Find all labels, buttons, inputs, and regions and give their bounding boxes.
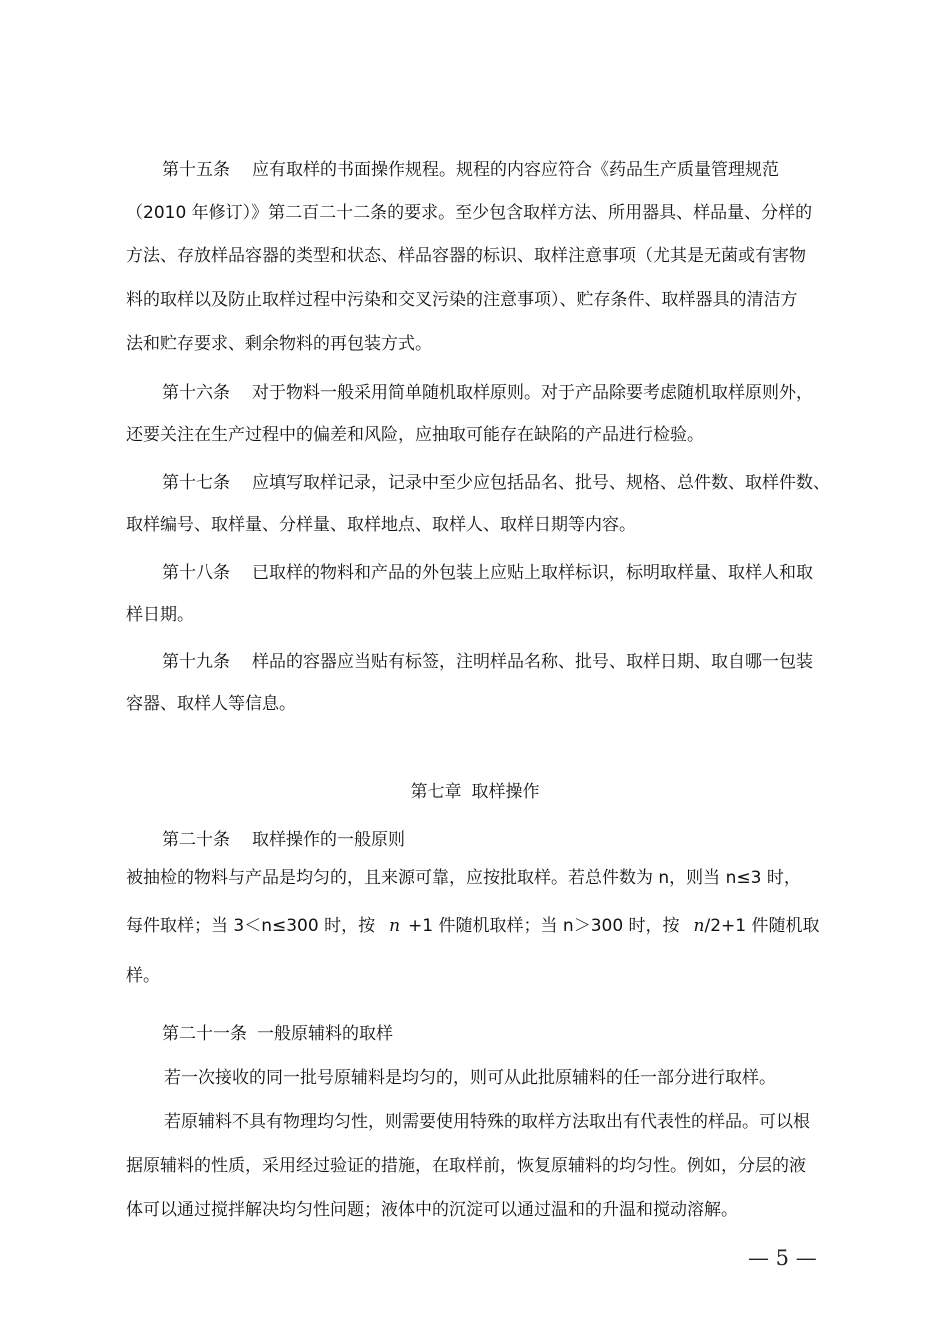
article-19-line-2: 容器、取样人等信息。 bbox=[126, 694, 296, 714]
article-20-line-3: 样。 bbox=[126, 966, 160, 986]
article-21-heading bbox=[162, 1022, 826, 1046]
article-20-title: 取样操作的一般原则 bbox=[252, 830, 405, 850]
article-17-line-2: 取样编号、取样量、分样量、取样地点、取样人、取样日期等内容。 bbox=[126, 515, 636, 535]
article-21-label: 第二十一条 bbox=[162, 1024, 247, 1044]
sqrt-n-math-2: n bbox=[693, 916, 705, 936]
article-19-label: 第十九条 bbox=[162, 652, 230, 672]
article-15-line-1: 第十五条 应有取样的书面操作规程。规程的内容应符合《药品生产质量管理规范 bbox=[162, 160, 779, 180]
page-number: — 5 — bbox=[748, 1246, 817, 1270]
article-16-line-1: 第十六条 对于物料一般采用简单随机取样原则。对于产品除要考虑随机取样原则外， bbox=[162, 383, 813, 403]
chapter-title: 取样操作 bbox=[471, 782, 540, 802]
article-15-line-2: （2010 年修订）》第二百二十二条的要求。至少包含取样方法、所用器具、样品量、分样的 bbox=[126, 203, 813, 223]
article-17-line-1: 第十七条 应填写取样记录，记录中至少应包括品名、批号、规格、总件数、取样件数、 bbox=[162, 473, 830, 493]
article-21-para-2-line-2: 据原辅料的性质，采用经过验证的措施，在取样前，恢复原辅料的均匀性。例如，分层的液 bbox=[126, 1156, 806, 1176]
article-15-line-5: 法和贮存要求、剩余物料的再包装方式。 bbox=[126, 334, 432, 354]
article-21-para-2-line-3: 体可以通过搅拌解决均匀性问题；液体中的沉淀可以通过温和的升温和搅动溶解。 bbox=[126, 1200, 738, 1220]
article-18-line-1: 第十八条 已取样的物料和产品的外包装上应贴上取样标识，标明取样量、取样人和取 bbox=[162, 563, 813, 583]
article-21-para-2-line-1: 若原辅料不具有物理均匀性，则需要使用特殊的取样方法取出有代表性的样品。可以根 bbox=[164, 1112, 810, 1132]
article-16-label: 第十六条 bbox=[162, 383, 230, 403]
article-15-line-4: 料的取样以及防止取样过程中污染和交叉污染的注意事项）、贮存条件、取样器具的清洁方 bbox=[126, 290, 798, 310]
article-18-label: 第十八条 bbox=[162, 563, 230, 583]
article-19-line-1: 第十九条 样品的容器应当贴有标签，注明样品名称、批号、取样日期、取自哪一包装 bbox=[162, 652, 813, 672]
article-20-label: 第二十条 bbox=[162, 830, 230, 850]
article-21-title: 一般原辅料的取样 bbox=[257, 1024, 393, 1044]
article-18-line-2: 样日期。 bbox=[126, 605, 194, 625]
article-20-heading bbox=[162, 828, 826, 852]
article-20-line-1: 被抽检的物料与产品是均匀的，且来源可靠，应按批取样。若总件数为 n，则当 n≤3 时， bbox=[126, 868, 801, 888]
article-15-line-3: 方法、存放样品容器的类型和状态、样品容器的标识、取样注意事项（尤其是无菌或有害物 bbox=[126, 246, 806, 266]
chapter-heading bbox=[0, 780, 950, 804]
article-20-line-2: 每件取样；当 3＜n≤300 时，按 n +1 件随机取样；当 n＞300 时，按 n/2+1 件随机取 bbox=[126, 916, 820, 936]
sqrt-n-math: n bbox=[389, 916, 401, 936]
chapter-label: 第七章 bbox=[410, 782, 462, 802]
article-21-para-1: 若一次接收的同一批号原辅料是均匀的，则可从此批原辅料的任一部分进行取样。 bbox=[164, 1068, 776, 1088]
article-17-label: 第十七条 bbox=[162, 473, 230, 493]
article-15-label: 第十五条 bbox=[162, 160, 230, 180]
article-16-line-2: 还要关注在生产过程中的偏差和风险，应抽取可能存在缺陷的产品进行检验。 bbox=[126, 425, 704, 445]
